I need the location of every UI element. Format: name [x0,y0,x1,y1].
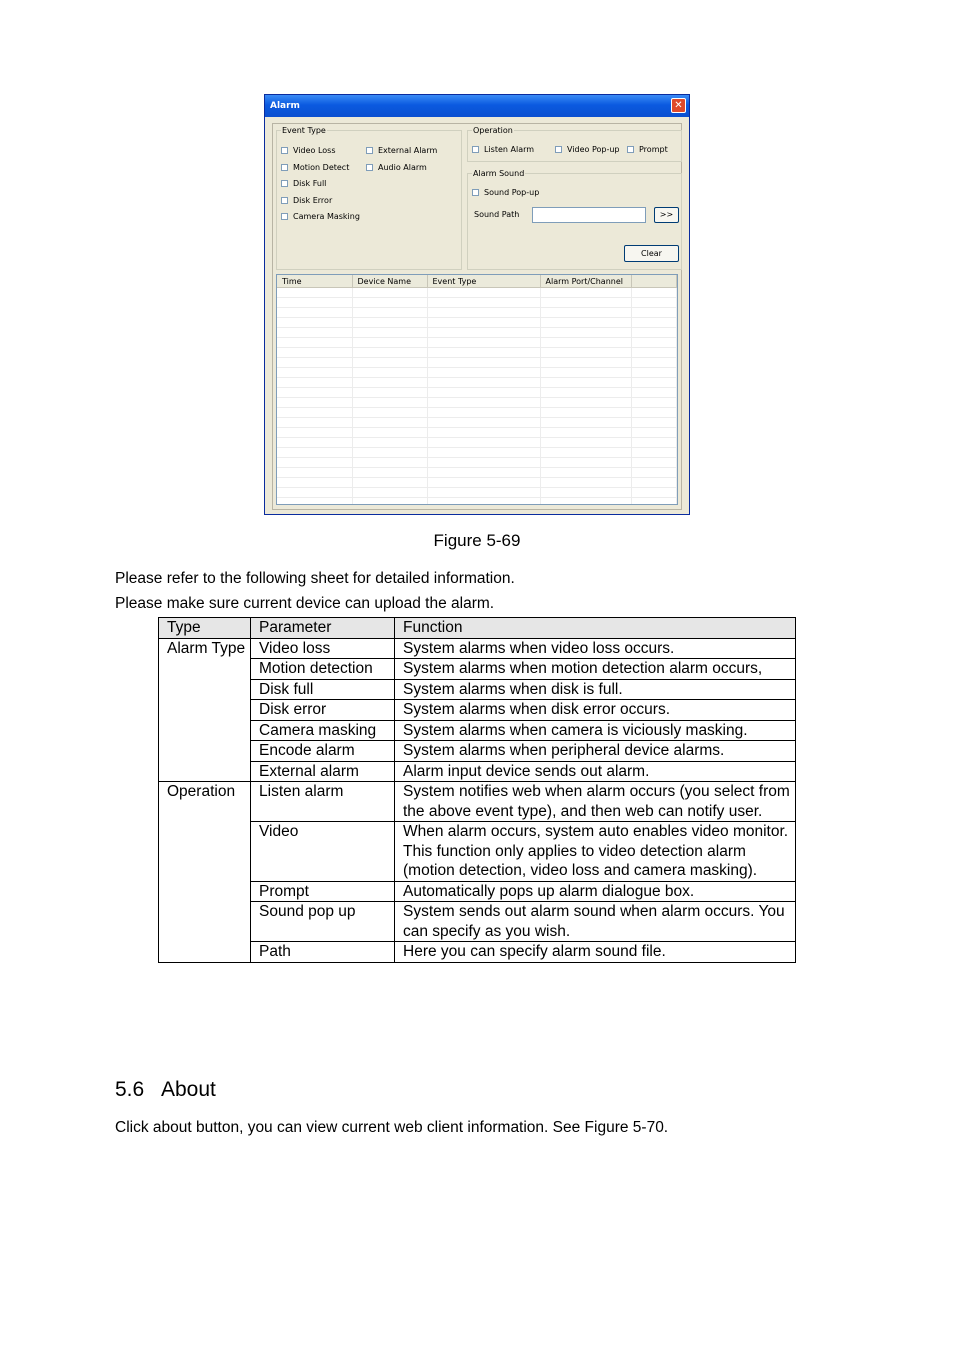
grid-cell [540,328,631,338]
grid-cell [352,478,427,488]
grid-cell [540,498,631,506]
header-function: Function [395,618,796,639]
column-header-device-name[interactable]: Device Name [352,275,427,288]
grid-row [277,298,677,308]
grid-cell [631,408,677,418]
camera-masking-checkbox[interactable]: Camera Masking [281,212,360,221]
function-cell: Here you can specify alarm sound file. [395,942,796,963]
grid-cell [631,468,677,478]
sound-path-label: Sound Path [474,210,520,219]
grid-cell [277,308,352,318]
grid-cell [427,488,540,498]
grid-cell [631,288,677,298]
column-header-time[interactable]: Time [277,275,352,288]
grid-row [277,438,677,448]
grid-cell [352,368,427,378]
grid-cell [352,488,427,498]
sound-popup-checkbox[interactable]: Sound Pop-up [472,188,539,197]
grid-cell [631,298,677,308]
function-cell: System alarms when video loss occurs. [395,638,796,659]
event-type-legend: Event Type [282,126,326,135]
grid-row [277,398,677,408]
alarm-sound-legend: Alarm Sound [473,169,525,178]
grid-row [277,468,677,478]
section-number: 5.6 [115,1078,145,1101]
grid-cell [540,378,631,388]
grid-row [277,288,677,298]
grid-cell [277,418,352,428]
table-row [159,741,796,762]
parameter-cell: Listen alarm [251,782,395,822]
table-row [159,700,796,721]
checkbox-icon [281,164,288,171]
parameter-cell: Path [251,942,395,963]
grid-cell [631,458,677,468]
grid-cell [540,298,631,308]
grid-row [277,408,677,418]
grid-cell [352,328,427,338]
grid-row [277,498,677,506]
grid-row [277,428,677,438]
grid-cell [352,388,427,398]
grid-row [277,388,677,398]
sound-path-input[interactable] [532,207,646,223]
grid-cell [427,468,540,478]
grid-cell [631,398,677,408]
alarm-list-body [277,288,677,506]
function-cell: System notifies web when alarm occurs (you select from the above event type), and then web can notify user. [395,782,796,822]
grid-cell [427,308,540,318]
grid-cell [277,388,352,398]
grid-cell [631,358,677,368]
grid-row [277,378,677,388]
grid-cell [427,408,540,418]
column-header-extra[interactable] [631,275,677,288]
video-loss-checkbox[interactable]: Video Loss [281,146,336,155]
function-cell: System alarms when camera is viciously masking. [395,720,796,741]
grid-cell [427,298,540,308]
table-row [159,679,796,700]
parameter-cell: Prompt [251,881,395,902]
audio-alarm-checkbox[interactable]: Audio Alarm [366,163,427,172]
checkbox-icon [366,164,373,171]
table-body [159,638,796,962]
clear-button[interactable]: Clear [624,245,679,262]
disk-error-checkbox[interactable]: Disk Error [281,196,332,205]
grid-cell [427,478,540,488]
function-cell: System alarms when motion detection alarm occurs, [395,659,796,680]
grid-cell [427,338,540,348]
grid-row [277,458,677,468]
grid-cell [352,318,427,328]
prompt-checkbox[interactable]: Prompt [627,145,668,154]
intro-paragraph-1: Please refer to the following sheet for detailed information. [115,570,515,587]
grid-row [277,318,677,328]
grid-cell [540,368,631,378]
dialog-body [272,123,682,510]
grid-cell [427,458,540,468]
table-header-row [159,618,796,639]
grid-cell [540,478,631,488]
alarm-list-header [277,275,677,288]
grid-cell [277,408,352,418]
grid-cell [277,478,352,488]
grid-cell [540,428,631,438]
table-row [159,782,796,822]
grid-cell [277,328,352,338]
grid-cell [427,378,540,388]
function-cell: Alarm input device sends out alarm. [395,761,796,782]
grid-cell [540,448,631,458]
checkbox-icon [472,146,479,153]
grid-cell [277,488,352,498]
grid-cell [277,348,352,358]
grid-row [277,348,677,358]
section-heading [115,1078,216,1102]
parameter-cell: Camera masking [251,720,395,741]
function-cell: System alarms when disk is full. [395,679,796,700]
motion-detect-checkbox[interactable]: Motion Detect [281,163,349,172]
grid-cell [352,288,427,298]
grid-cell [352,438,427,448]
close-icon[interactable]: ✕ [671,98,686,113]
header-type: Type [159,618,251,639]
grid-cell [427,388,540,398]
alarm-info-table [158,617,796,963]
grid-cell [277,358,352,368]
table-row [159,881,796,902]
grid-cell [352,308,427,318]
function-cell: Automatically pops up alarm dialogue box. [395,881,796,902]
grid-cell [631,478,677,488]
table-row [159,720,796,741]
grid-cell [631,418,677,428]
grid-cell [631,308,677,318]
grid-cell [352,498,427,506]
table-row [159,902,796,942]
grid-cell [352,298,427,308]
parameter-cell: External alarm [251,761,395,782]
grid-cell [352,408,427,418]
grid-cell [540,488,631,498]
grid-cell [427,328,540,338]
grid-cell [352,418,427,428]
grid-cell [540,408,631,418]
grid-cell [352,358,427,368]
operation-group [467,126,682,162]
checkbox-icon [555,146,562,153]
grid-cell [352,338,427,348]
checkbox-icon [281,180,288,187]
grid-cell [540,458,631,468]
grid-cell [540,308,631,318]
grid-cell [352,398,427,408]
section-title: About [161,1078,216,1101]
grid-cell [277,438,352,448]
checkbox-icon [281,197,288,204]
grid-cell [631,368,677,378]
table-row [159,822,796,882]
grid-cell [277,288,352,298]
grid-row [277,418,677,428]
grid-cell [540,338,631,348]
disk-full-checkbox[interactable]: Disk Full [281,179,326,188]
parameter-cell: Disk error [251,700,395,721]
grid-cell [277,378,352,388]
grid-cell [427,348,540,358]
parameter-cell: Encode alarm [251,741,395,762]
grid-cell [631,488,677,498]
grid-cell [631,498,677,506]
grid-cell [540,388,631,398]
checkbox-icon [366,147,373,154]
grid-cell [427,368,540,378]
table-row [159,638,796,659]
grid-cell [540,438,631,448]
operation-legend: Operation [473,126,513,135]
grid-cell [540,468,631,478]
parameter-cell: Motion detection [251,659,395,680]
alarm-dialog [264,94,690,515]
parameter-cell: Disk full [251,679,395,700]
grid-cell [631,378,677,388]
grid-cell [631,338,677,348]
grid-cell [277,338,352,348]
grid-cell [277,368,352,378]
grid-cell [427,428,540,438]
table-row [159,659,796,680]
checkbox-icon [281,147,288,154]
dialog-title: Alarm [270,101,300,111]
grid-cell [631,348,677,358]
grid-cell [277,298,352,308]
grid-cell [427,418,540,428]
alarm-list-table [277,275,677,505]
intro-paragraph-2: Please make sure current device can upload the alarm. [115,595,495,612]
table-row [159,761,796,782]
column-header-alarm-port[interactable]: Alarm Port/Channel [540,275,631,288]
parameter-cell: Video loss [251,638,395,659]
function-cell: System alarms when peripheral device alarms. [395,741,796,762]
grid-cell [631,328,677,338]
about-paragraph: Click about button, you can view current web client information. See Figure 5-70. [115,1119,669,1136]
type-cell: Operation [159,782,251,963]
grid-cell [631,318,677,328]
grid-row [277,478,677,488]
grid-cell [540,348,631,358]
grid-cell [427,398,540,408]
table-row [159,942,796,963]
grid-cell [427,498,540,506]
grid-cell [352,448,427,458]
function-cell: System sends out alarm sound when alarm occurs. You can specify as you wish. [395,902,796,942]
grid-row [277,358,677,368]
grid-row [277,338,677,348]
browse-button[interactable]: >> [654,207,679,223]
parameter-cell: Video [251,822,395,882]
header-parameter: Parameter [251,618,395,639]
video-popup-checkbox[interactable]: Video Pop-up [555,145,620,154]
dialog-title-bar [265,95,689,117]
grid-row [277,308,677,318]
grid-cell [352,428,427,438]
grid-cell [540,358,631,368]
grid-cell [631,438,677,448]
figure-caption: Figure 5-69 [433,531,521,550]
grid-cell [277,398,352,408]
grid-cell [540,398,631,408]
grid-cell [631,388,677,398]
parameter-cell: Sound pop up [251,902,395,942]
alarm-list-grid[interactable] [276,274,678,505]
checkbox-icon [472,189,479,196]
grid-cell [352,468,427,478]
external-alarm-checkbox[interactable]: External Alarm [366,146,437,155]
function-cell: System alarms when disk error occurs. [395,700,796,721]
grid-cell [277,318,352,328]
grid-cell [352,378,427,388]
grid-row [277,488,677,498]
grid-cell [277,458,352,468]
grid-cell [540,288,631,298]
checkbox-icon [281,213,288,220]
grid-cell [427,288,540,298]
grid-cell [427,318,540,328]
grid-row [277,368,677,378]
listen-alarm-checkbox[interactable]: Listen Alarm [472,145,534,154]
grid-cell [352,348,427,358]
grid-cell [540,318,631,328]
grid-cell [427,448,540,458]
grid-cell [277,448,352,458]
grid-row [277,328,677,338]
grid-cell [427,358,540,368]
grid-cell [277,428,352,438]
checkbox-icon [627,146,634,153]
grid-cell [631,448,677,458]
grid-cell [277,498,352,506]
grid-cell [540,418,631,428]
column-header-event-type[interactable]: Event Type [427,275,540,288]
function-cell: When alarm occurs, system auto enables video monitor. This function only applies to video detection alarm (motion detection, video loss and camera masking). [395,822,796,882]
grid-cell [277,468,352,478]
type-cell: Alarm Type [159,638,251,782]
grid-cell [427,438,540,448]
grid-cell [631,428,677,438]
grid-row [277,448,677,458]
grid-cell [352,458,427,468]
